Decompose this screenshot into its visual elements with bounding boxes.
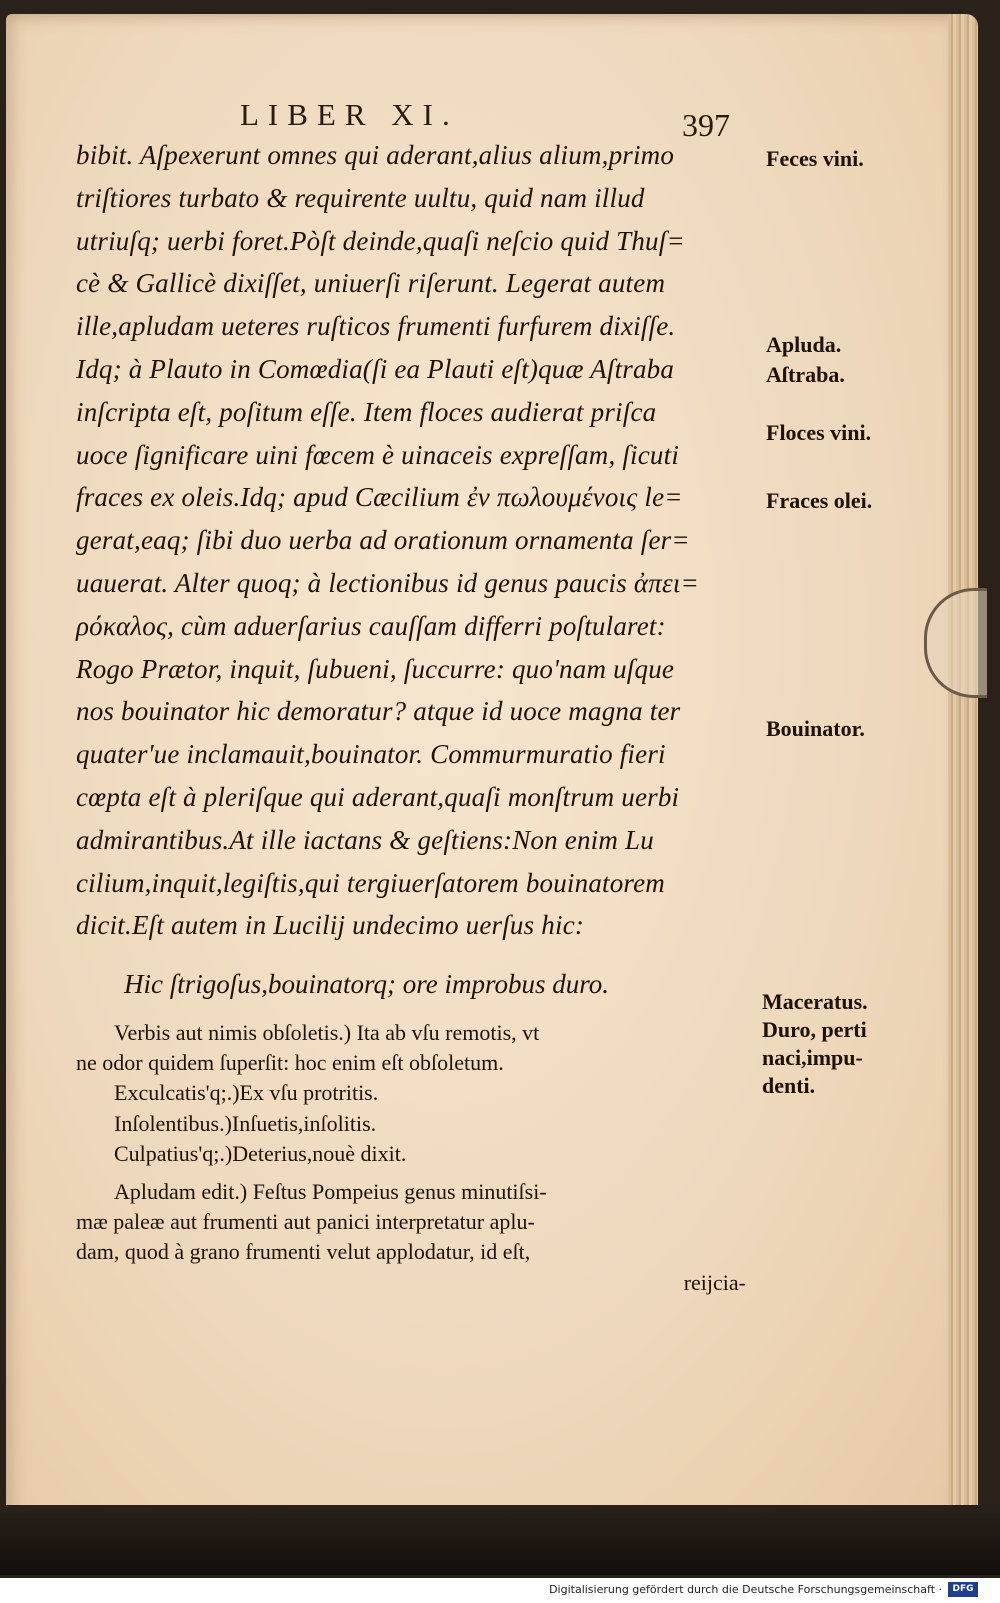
commentary-line: Verbis aut nimis obſoletis.) Ita ab vſu remotis, vt (114, 1020, 540, 1045)
commentary-line: Inſolentibus.)Inſuetis,inſolitis. (114, 1110, 377, 1136)
text-line: cilium,inquit,legiſtis,qui tergiuerſatorem bouinatorem (76, 867, 666, 898)
text-line: ρόκαλος, cùm aduerſarius cauſſam differri poſtularet: (76, 610, 666, 641)
page-number: 397 (682, 107, 730, 143)
commentary-line: dam, quod à grano frumenti velut applodatur, id eſt, (76, 1239, 531, 1265)
margin-note-maceratus (762, 988, 942, 1100)
text-line: inſcripta eſt, poſitum eſſe. Item floces audierat priſca (76, 396, 657, 427)
margin-note-line: naci,impu- (762, 1045, 863, 1070)
commentary-block (76, 1018, 766, 1298)
page-fore-edge (948, 14, 978, 1554)
margin-note-line: Duro, perti (762, 1017, 867, 1042)
commentary-line: reijcia- (683, 1269, 746, 1295)
commentary-line: Apludam edit.) Feſtus Pompeius genus minutiſsi- (114, 1178, 547, 1204)
text-line: nos bouinator hic demoratur? atque id uoce magna ter (76, 696, 681, 727)
text-line: fraces ex oleis.Idq; apud Cæcilium ἐν πωλουμένοις le= (76, 482, 683, 513)
text-line: uauerat. Alter quoq; à lectionibus id genus paucis ἀπει= (76, 567, 699, 598)
margin-note-floces-vini: Floces vini. (766, 420, 872, 445)
funding-credit: Digitalisierung gefördert durch die Deutsche Forschungsgemeinschaft · (549, 1583, 942, 1596)
text-line: utriuſq; uerbi foret.Pòſt deinde,quaſi neſcio quid Thuſ= (76, 225, 685, 256)
scanner-bed (0, 1505, 1000, 1575)
margin-note-astraba: Aſtraba. (766, 362, 845, 387)
running-head: LIBER XI. (240, 97, 459, 132)
text-line: uoce ſignificare uini fœcem è uinaceis expreſſam, ſicuti (76, 439, 680, 470)
text-line: cœpta eſt à pleriſque qui aderant,quaſi monſtrum uerbi (76, 781, 680, 812)
main-text-block (76, 134, 764, 947)
commentary-line: mæ paleæ aut frumenti aut panici interpretatur aplu- (76, 1209, 535, 1235)
text-line: quater'ue inclamauit,bouinator. Commurmuratio fieri (76, 739, 666, 770)
margin-note-bouinator: Bouinator. (766, 716, 865, 741)
margin-note-apluda: Apluda. (766, 332, 842, 357)
text-line: ille,apludam ueteres ruſticos frumenti furfurem dixiſſe. (76, 311, 676, 342)
text-line: bibit. Aſpexerunt omnes qui aderant,alius alium,primo (76, 140, 675, 170)
text-line: Idq; à Plauto in Comœdia(ſi ea Plauti eſt)quæ Aſtraba (76, 353, 675, 384)
text-line: dicit.Eſt autem in Lucilij undecimo uerſus hic: (76, 910, 585, 941)
margin-note-line: denti. (762, 1073, 816, 1098)
verse-quotation: Hic ſtrigoſus,bouinatorq; ore improbus duro. (124, 969, 610, 999)
margin-note-line: Maceratus. (762, 989, 868, 1014)
text-line: gerat,eaq; ſibi duo uerba ad orationum ornamenta ſer= (76, 525, 690, 556)
commentary-line: Exculcatis'q;.)Ex vſu protritis. (114, 1080, 379, 1106)
text-line: Rogo Prætor, inquit, ſubueni, ſuccurre: quo'nam uſque (76, 653, 675, 684)
margin-note-feces-vini: Feces vini. (766, 146, 864, 171)
text-line: admirantibus.At ille iactans & geſtiens:Non enim Lu (76, 824, 654, 855)
dfg-logo: DFG (948, 1582, 978, 1597)
commentary-line: ne odor quidem ſuperſit: hoc enim eſt obſoletum. (76, 1050, 504, 1076)
commentary-line: Culpatius'q;.)Deterius,nouè dixit. (114, 1140, 407, 1166)
text-line: triſtiores turbato & requirente uultu, quid nam illud (76, 182, 645, 213)
margin-note-fraces-olei: Fraces olei. (766, 488, 873, 513)
text-line: cè & Gallicè dixiſſet, uniuerſi riſerunt. Legerat autem (76, 268, 666, 299)
digitization-footer (0, 1578, 1000, 1603)
